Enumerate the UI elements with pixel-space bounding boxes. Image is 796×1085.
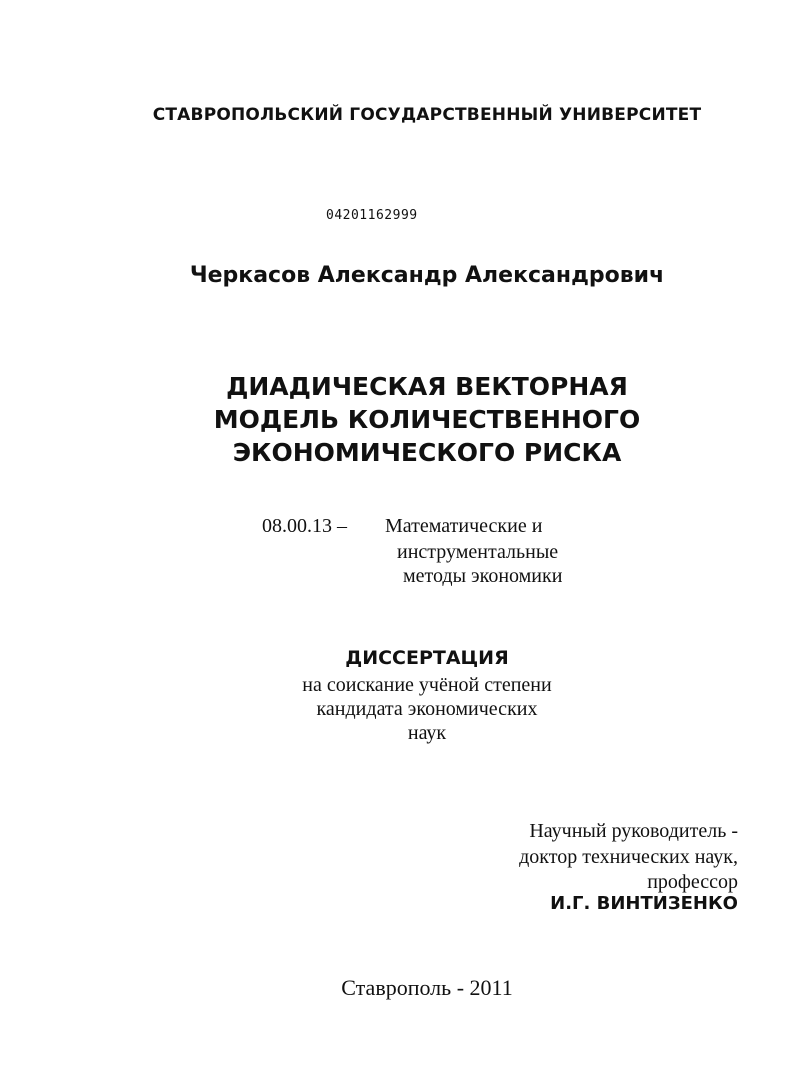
author-name: Черкасов Александр Александрович bbox=[189, 263, 665, 288]
advisor-name: И.Г. ВИНТИЗЕНКО bbox=[550, 893, 738, 914]
degree-line: кандидата экономических bbox=[316, 698, 538, 720]
advisor-title: профессор bbox=[647, 871, 738, 893]
title-line: МОДЕЛЬ КОЛИЧЕСТВЕННОГО bbox=[213, 405, 641, 434]
university-name: СТАВРОПОЛЬСКИЙ ГОСУДАРСТВЕННЫЙ УНИВЕРСИТЕТ bbox=[152, 105, 702, 125]
degree-line: наук bbox=[407, 722, 447, 744]
specialty-code: 08.00.13 – bbox=[262, 515, 347, 537]
dissertation-label: ДИССЕРТАЦИЯ bbox=[345, 647, 509, 669]
degree-line: на соискание учёной степени bbox=[302, 674, 552, 696]
specialty-name-line: инструментальные bbox=[397, 541, 559, 563]
specialty-name-line: Математические и bbox=[385, 515, 543, 537]
document-number: 04201162999 bbox=[326, 208, 418, 223]
title-line: ДИАДИЧЕСКАЯ ВЕКТОРНАЯ bbox=[226, 372, 628, 401]
specialty-name-line: методы экономики bbox=[403, 565, 563, 587]
title-line: ЭКОНОМИЧЕСКОГО РИСКА bbox=[232, 438, 622, 467]
advisor-degree: доктор технических наук, bbox=[519, 846, 738, 868]
city-year: Ставрополь - 2011 bbox=[341, 975, 513, 1000]
advisor-role: Научный руководитель - bbox=[529, 820, 738, 842]
